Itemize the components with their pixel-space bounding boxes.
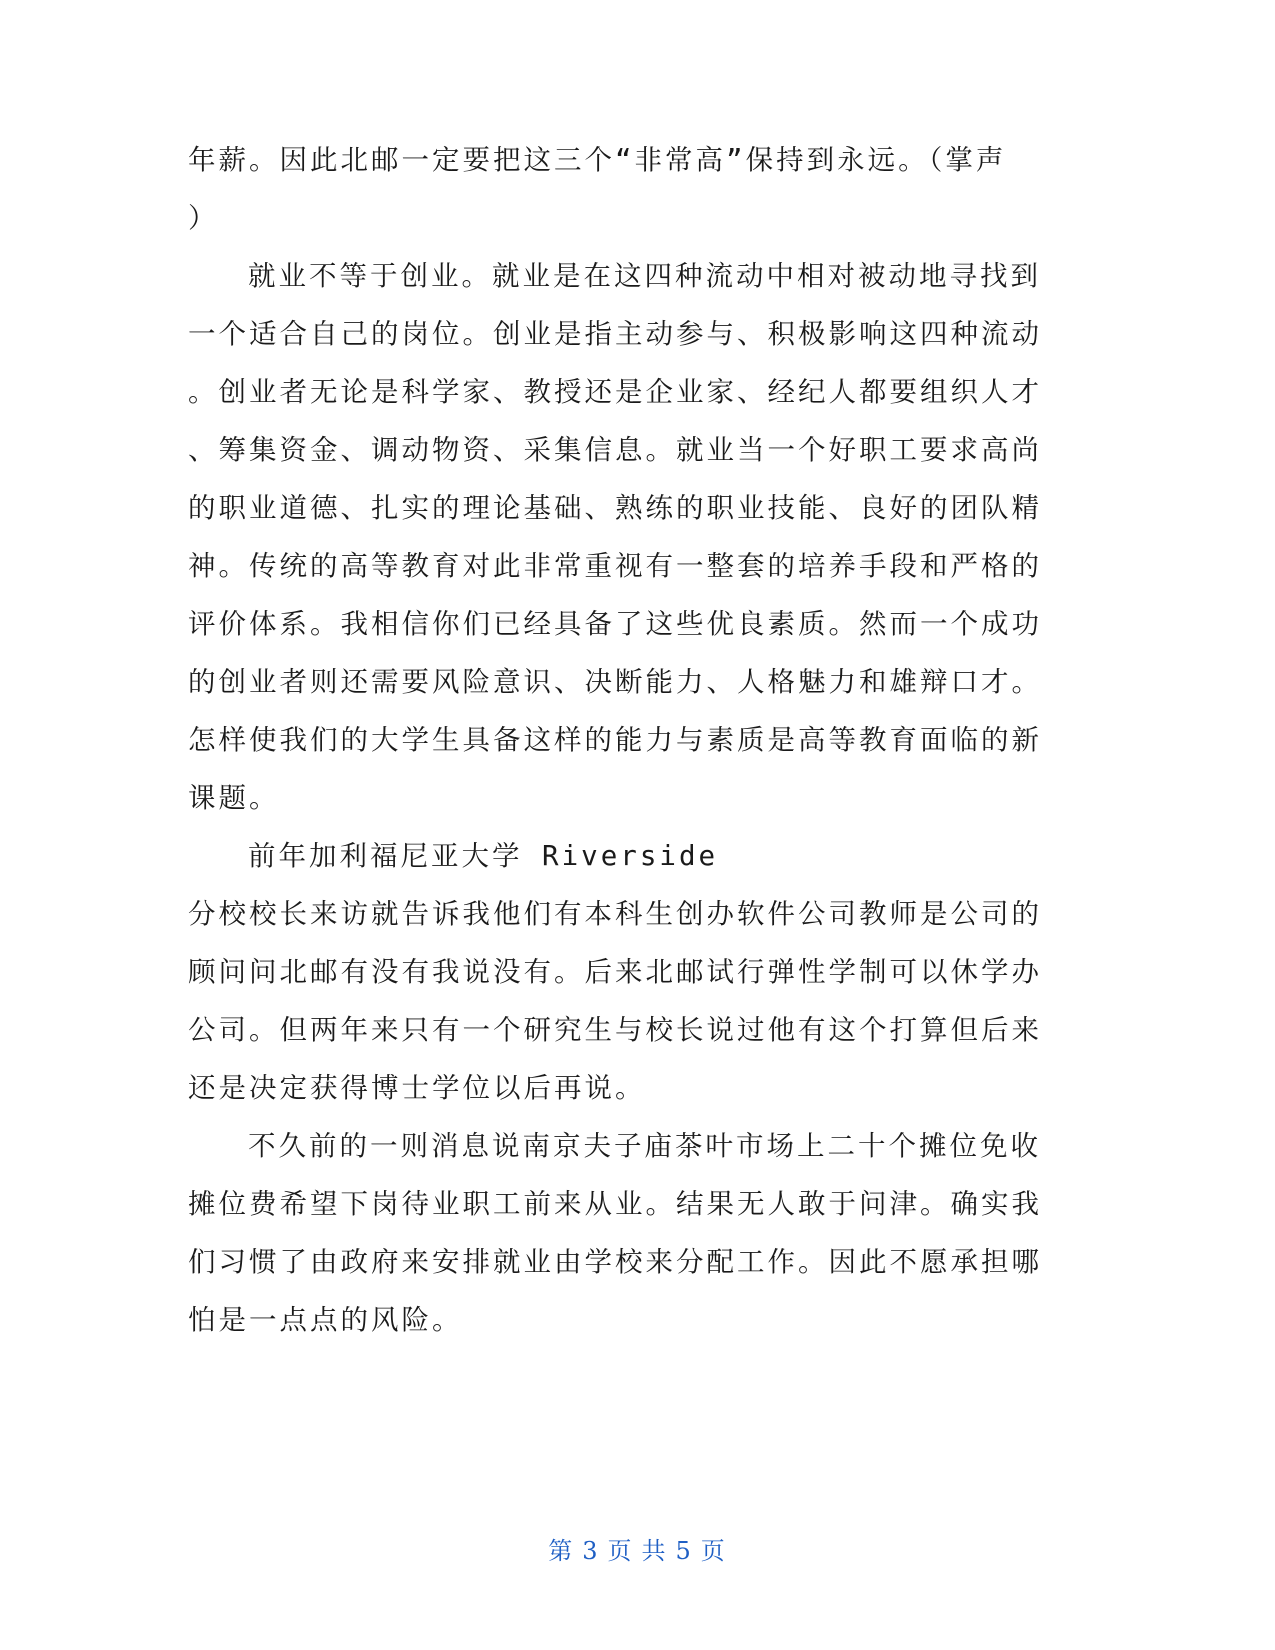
text-line: 的职业道德、扎实的理论基础、熟练的职业技能、良好的团队精 bbox=[188, 492, 1042, 524]
footer-prefix: 第 bbox=[548, 1537, 575, 1565]
text-line: 。创业者无论是科学家、教授还是企业家、经纪人都要组织人才 bbox=[188, 376, 1042, 408]
text-line: 分校校长来访就告诉我他们有本科生创办软件公司教师是公司的 bbox=[188, 898, 1042, 930]
text-line: 公司。但两年来只有一个研究生与校长说过他有这个打算但后来 bbox=[188, 1014, 1042, 1046]
footer-suffix: 页 bbox=[700, 1537, 727, 1565]
text-line: 一个适合自己的岗位。创业是指主动参与、积极影响这四种流动 bbox=[188, 318, 1042, 350]
text-line: 顾问问北邮有没有我说没有。后来北邮试行弹性学制可以休学办 bbox=[188, 956, 1042, 988]
text-line: 怕是一点点的风险。 bbox=[188, 1304, 463, 1336]
text-line: 评价体系。我相信你们已经具备了这些优良素质。然而一个成功 bbox=[188, 608, 1042, 640]
text-line: 怎样使我们的大学生具备这样的能力与素质是高等教育面临的新 bbox=[188, 724, 1042, 756]
text-line: 前年加利福尼亚大学 Riverside bbox=[248, 840, 719, 872]
footer-current-page: 3 bbox=[582, 1537, 600, 1565]
text-line: 还是决定获得博士学位以后再说。 bbox=[188, 1072, 646, 1104]
page-footer bbox=[0, 1535, 1275, 1567]
footer-total-label: 共 bbox=[641, 1537, 668, 1565]
text-line: 们习惯了由政府来安排就业由学校来分配工作。因此不愿承担哪 bbox=[188, 1246, 1042, 1278]
text-line: 、筹集资金、调动物资、采集信息。就业当一个好职工要求高尚 bbox=[188, 434, 1042, 466]
text-line: 就业不等于创业。就业是在这四种流动中相对被动地寻找到 bbox=[248, 260, 1041, 292]
text-line: 不久前的一则消息说南京夫子庙茶叶市场上二十个摊位免收 bbox=[248, 1130, 1041, 1162]
text-line: 年薪。因此北邮一定要把这三个“非常高”保持到永远。（掌声 bbox=[188, 144, 1007, 176]
footer-page-label: 页 bbox=[607, 1537, 634, 1565]
text-line: 神。传统的高等教育对此非常重视有一整套的培养手段和严格的 bbox=[188, 550, 1042, 582]
text-line: 的创业者则还需要风险意识、决断能力、人格魅力和雄辩口才。 bbox=[188, 666, 1042, 698]
text-line: 摊位费希望下岗待业职工前来从业。结果无人敢于问津。确实我 bbox=[188, 1188, 1042, 1220]
text-line: ） bbox=[188, 202, 219, 234]
text-line: 课题。 bbox=[188, 782, 280, 814]
footer-total-pages: 5 bbox=[675, 1537, 693, 1565]
